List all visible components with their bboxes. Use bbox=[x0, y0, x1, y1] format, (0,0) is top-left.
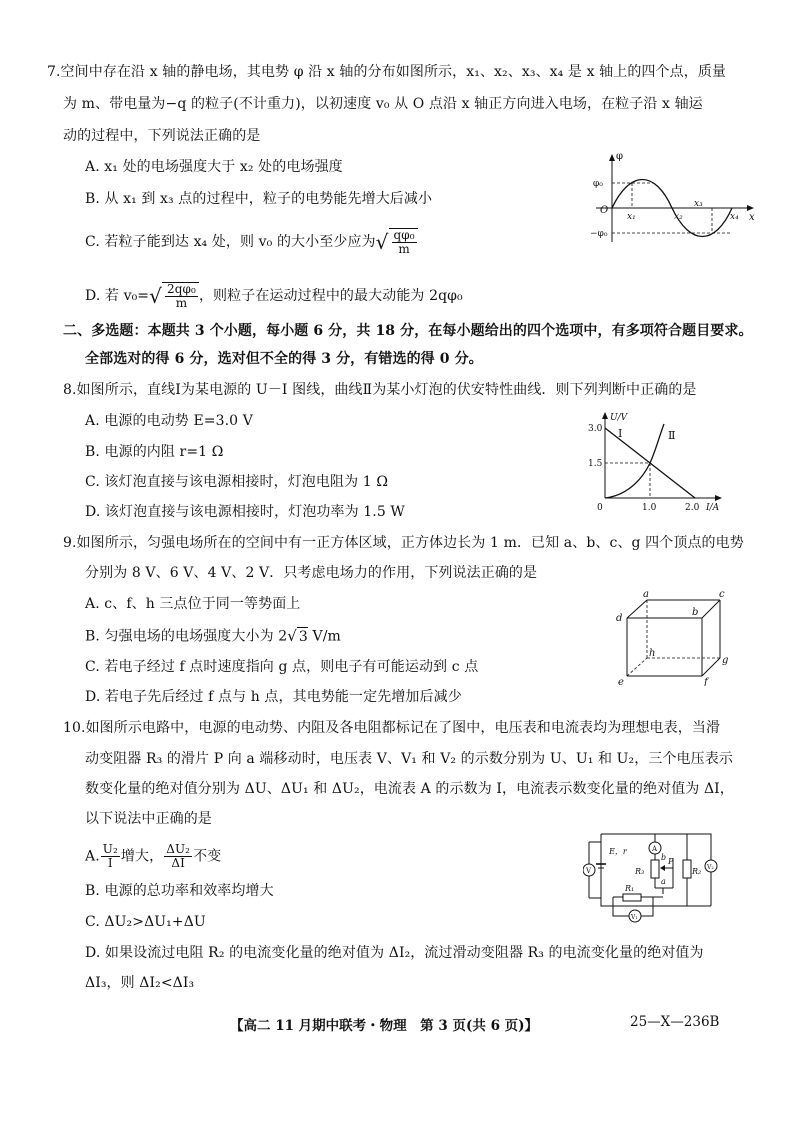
q9-line-2: 分别为 8 V、6 V、4 V、2 V．只考虑电场力的作用，下列说法正确的是 bbox=[85, 565, 538, 581]
q10-circuit-r1: R₁ bbox=[625, 884, 635, 893]
q7-graph-origin: O bbox=[600, 205, 609, 216]
q7-option-d-pre: D. 若 v₀= bbox=[85, 288, 150, 304]
q10-line-2: 动变阻器 R₃ 的滑片 P 向 a 端移动时，电压表 V、V₁ 和 V₂ 的示数分别为 U、U₁ 和 U₂，三个电压表示 bbox=[85, 751, 733, 767]
section-2-heading: 二、多选题：本题共 3 个小题，每小题 6 分，共 18 分，在每小题给出的四个选项中，有多项符合题目要求。 bbox=[63, 323, 753, 339]
q8-option-a: A. 电源的电动势 E=3.0 V bbox=[85, 413, 253, 429]
page-footer-title: 【高二 11 月期中联考・物理 第 3 页(共 6 页)】 bbox=[230, 1018, 539, 1034]
q7-option-c-text: C. 若粒子能到达 x₄ 处，则 v₀ 的大小至少应为 bbox=[85, 234, 376, 250]
q9-option-c: C. 若电子经过 f 点时速度指向 g 点，则电子有可能运动到 c 点 bbox=[85, 659, 479, 675]
q7-line-2: 为 m、带电量为−q 的粒子(不计重力)，以初速度 v₀ 从 O 点沿 x 轴正方向进入电场，在粒子沿 x 轴运 bbox=[63, 96, 703, 112]
q9-option-a: A. c、f、h 三点位于同一等势面上 bbox=[85, 596, 301, 612]
q8-graph-x-tick-mid: 1.0 bbox=[642, 503, 657, 513]
q9-cube-label-e: e bbox=[618, 677, 624, 686]
q7-graph-x4: x₄ bbox=[730, 212, 739, 222]
q10-circuit-slider: P bbox=[668, 857, 674, 866]
q10-option-d-line-2: ΔI₃，则 ΔI₂<ΔI₃ bbox=[85, 975, 195, 991]
q7-option-a: A. x₁ 处的电场强度大于 x₂ 处的电场强度 bbox=[85, 159, 343, 175]
q8-graph-y-label: U/V bbox=[610, 413, 628, 423]
q7-option-d bbox=[85, 282, 463, 310]
q8-stem: 8.如图所示，直线Ⅰ为某电源的 U－I 图线，曲线Ⅱ为某小灯泡的伏安特性曲线．则下列判断中正确的是 bbox=[63, 382, 697, 398]
q10-line-3: 数变化量的绝对值分别为 ΔU、ΔU₁ 和 ΔU₂，电流表 A 的示数为 I，电流表示数变化量的绝对值为 ΔI， bbox=[85, 781, 734, 797]
q7-graph-phi-neg: −φ₀ bbox=[590, 229, 608, 239]
q7-line-1: 7.空间中存在沿 x 轴的静电场，其电势 φ 沿 x 轴的分布如图所示，x₁、x₂、x₃、x₄ 是 x 轴上的四个点，质量 bbox=[47, 64, 727, 80]
q7-graph-phi-pos: φ₀ bbox=[593, 179, 603, 189]
q9-cube-label-b: b bbox=[692, 607, 699, 618]
q7-graph-x2: x₂ bbox=[674, 212, 683, 222]
q7-potential-graph bbox=[590, 150, 760, 250]
q9-cube-label-g: g bbox=[722, 655, 729, 666]
q10-circuit-end-a: a bbox=[661, 877, 666, 886]
q7-graph-y-axis: φ bbox=[616, 151, 624, 162]
q7-option-c-sqrt: √ $\frac{\text{qφ₀}}{m}$ bbox=[376, 228, 418, 256]
q7-line-3: 动的过程中，下列说法正确的是 bbox=[63, 128, 261, 144]
q7-option-d-num: 2qφ₀ bbox=[167, 282, 196, 296]
q10-option-a-f2-den: ΔI bbox=[171, 856, 185, 870]
q8-graph-origin: 0 bbox=[597, 503, 603, 513]
q8-option-d: D. 该灯泡直接与该电源相接时，灯泡功率为 1.5 W bbox=[85, 504, 405, 520]
q10-option-a-f1-den: I bbox=[107, 856, 113, 870]
q8-option-c: C. 该灯泡直接与该电源相接时，灯泡电阻为 1 Ω bbox=[85, 474, 389, 490]
q10-option-a-f2-num: ΔU₂ bbox=[166, 842, 191, 856]
q10-circuit-emf: E，r bbox=[609, 847, 627, 856]
q10-option-a bbox=[85, 843, 221, 870]
q8-ui-graph bbox=[588, 410, 728, 518]
q10-line-1: 10.如图所示电路中，电源的电动势、内阻及各电阻都标记在了图中，电压表和电流表均为理想电表，当滑 bbox=[63, 720, 721, 736]
q9-line-1: 9.如图所示，匀强电场所在的空间中有一正方体区域，正方体边长为 1 m．已知 a、b、c、g 四个顶点的电势 bbox=[63, 535, 744, 551]
section-2-scoring: 全部选对的得 6 分，选对但不全的得 3 分，有错选的得 0 分。 bbox=[85, 351, 483, 367]
q9-cube-label-h: h bbox=[649, 648, 656, 659]
q9-option-d: D. 若电子先后经过 f 点与 h 点，其电势能一定先增加后减少 bbox=[85, 689, 462, 705]
q7-graph-x3: x₃ bbox=[694, 199, 703, 209]
q10-option-a-f1-num: U₂ bbox=[102, 842, 118, 856]
q10-option-a-mid: 增大， bbox=[120, 848, 164, 865]
q7-option-b: B. 从 x₁ 到 x₃ 点的过程中，粒子的电势能先增大后减小 bbox=[85, 191, 433, 207]
q9-option-b-root: 3 bbox=[298, 629, 308, 645]
q7-graph-x-axis: x bbox=[749, 212, 755, 223]
q8-graph-line-label-1: Ⅰ bbox=[618, 427, 623, 440]
q9-option-b-sqrt: √ 3 bbox=[287, 627, 308, 645]
q8-option-b: B. 电源的内阻 r=1 Ω bbox=[85, 444, 224, 460]
q10-circuit-voltmeter-v2: V₂ bbox=[707, 864, 714, 871]
q8-graph-y-tick-top: 3.0 bbox=[588, 424, 603, 434]
q10-option-d-line-1: D. 如果设流过电阻 R₂ 的电流变化量的绝对值为 ΔI₂，流过滑动变阻器 R₃ 的电流变化量的绝对值为 bbox=[85, 945, 704, 961]
q10-circuit-diagram bbox=[583, 828, 733, 924]
q10-line-4: 以下说法中正确的是 bbox=[85, 811, 212, 827]
q10-option-c: C. ΔU₂>ΔU₁+ΔU bbox=[85, 914, 206, 930]
q10-circuit-ammeter: A bbox=[652, 845, 658, 853]
q9-option-b bbox=[85, 627, 341, 646]
q7-option-c-den: m bbox=[398, 242, 410, 256]
q10-circuit-end-b: b bbox=[661, 853, 667, 862]
q10-circuit-r2: R₂ bbox=[692, 867, 702, 876]
q10-circuit-r3: R₃ bbox=[635, 867, 645, 876]
q9-cube-label-f: f bbox=[704, 677, 708, 686]
q7-option-d-post: ，则粒子在运动过程中的最大动能为 2qφ₀ bbox=[198, 288, 463, 304]
q9-cube-label-c: c bbox=[719, 589, 725, 600]
q8-graph-x-tick-end: 2.0 bbox=[685, 503, 700, 513]
q7-graph-x1: x₁ bbox=[627, 212, 636, 222]
q7-option-d-sqrt: √ $\frac{\text{2qφ₀}}{m}$ bbox=[149, 282, 199, 310]
q7-option-d-den: m bbox=[175, 296, 188, 310]
q9-option-b-pre: B. 匀强电场的电场强度大小为 2 bbox=[85, 628, 288, 645]
q10-circuit-voltmeter-v: V bbox=[586, 867, 592, 875]
page-footer-code: 25—X—236B bbox=[630, 1014, 720, 1030]
q9-cube-label-a: a bbox=[643, 589, 649, 600]
q10-option-a-pre: A. bbox=[85, 848, 100, 865]
q9-option-b-post: V/m bbox=[307, 628, 341, 645]
q9-cube-diagram bbox=[612, 588, 732, 686]
q9-cube-label-d: d bbox=[616, 613, 623, 624]
q10-option-a-post: 不变 bbox=[193, 848, 222, 865]
q10-circuit-voltmeter-v1: V₁ bbox=[631, 914, 638, 921]
q7-option-c bbox=[85, 228, 418, 256]
q8-graph-x-label: I/A bbox=[706, 503, 720, 513]
q8-graph-line-label-2: Ⅱ bbox=[668, 429, 676, 442]
q10-option-b: B. 电源的总功率和效率均增大 bbox=[85, 883, 274, 899]
q7-option-c-num: qφ₀ bbox=[393, 228, 415, 242]
q8-graph-y-tick-mid: 1.5 bbox=[588, 459, 603, 469]
